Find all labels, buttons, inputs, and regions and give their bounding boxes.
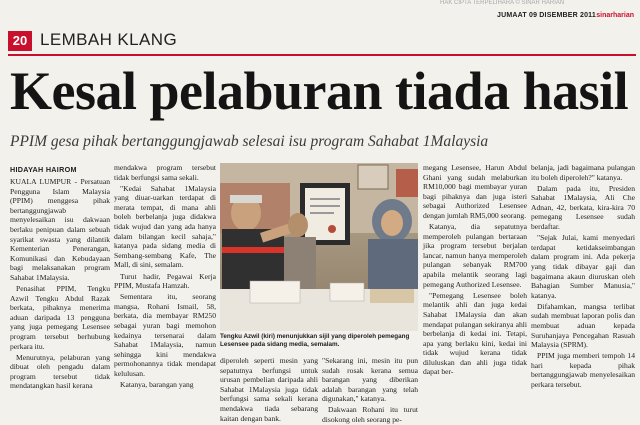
article-paragraph: Katanya, barangan yang [120, 380, 194, 390]
article-paragraph: "Sejak Julai, kami menyedari terdapat ketidakseimbangan dalam program ini. Ada pekerja yang tidak dibayar gaji dan bagaimana akaun diuruskan oleh Bahagian Sumber Manusia," katanya. [531, 233, 635, 300]
article-column-3 [220, 356, 318, 423]
article-column-2 [114, 163, 216, 409]
headline: Kesal pelaburan tiada hasil [10, 61, 629, 121]
subheadline: PPIM gesa pihak bertanggungjawab selesai isu program Sahabat 1Malaysia [10, 133, 489, 150]
article-paragraph: belanja, jadi bagaimana pulangan itu boleh diperoleh?" katanya. [531, 163, 635, 182]
article-paragraph: Dakwaan Rohani itu turut disokong oleh seorang pe- [322, 405, 418, 425]
photo-caption: Tengku Azwil (kiri) menunjukkan sijil yang diperoleh pemegang Lesensee pada sidang media, semalam. [220, 333, 410, 348]
article-paragraph: "Pemegang Lesensee boleh melantik ahli dan juga kedai Sahabat 1Malaysia dan akan mendapat pulangan sekiranya ahli berbelanja di kedai ini. Tetapi, apa yang berlaku kini, kedai ini tidak wujud kerana tidak diluluskan dan ahli juga tidak dapat ber- [423, 290, 527, 377]
article-column-4 [322, 356, 418, 425]
article-paragraph: megang Lesensee, Harun Abdul Ghani yang sudah melaburkan RM10,000 bagi membayar yuran bagi pihaknya dan juga isteri sebagai Authorized Lesensee dengan jumlah RM5,000 seorang. [423, 163, 527, 220]
brand-logo: sinarharian [596, 12, 634, 19]
article-paragraph: PPIM juga memberi tempoh 14 hari kepada pihak bertanggungjawab menyelesaikan perkara tersebut. [531, 351, 635, 390]
article-paragraph: KUALA LUMPUR - Persatuan Pengguna Islam Malaysia (PPIM) menggesa pihak bertanggungjawab menyelesaikan isu dakwaan berlaku penipuan dalam sebuah syarikat swasta yang dilantik Kementerian Penerangan, Komunikasi dan Kebudayaan bagi melaksanakan program Sahabat 1Malaysia. [10, 177, 110, 282]
article-paragraph: "Sekarang ini, mesin itu pun sudah rosak kerana semua barangan yang diberikan adalah barangan yang telah digunakan," katanya. [322, 356, 418, 404]
press-conference-illustration [220, 163, 418, 331]
issue-date: JUMAAT 09 DISEMBER 2011 [496, 12, 596, 19]
article-column-6 [531, 163, 635, 409]
article-paragraph: Penasihat PPIM, Tengku Azwil Tengku Abdul Razak berkata, pihaknya menerima aduan daripada 13 pengguna yang juga pemegang Lesensee program tersebut berhubung perkara itu. [10, 284, 110, 351]
faded-masthead: HAK CIPTA TERPELIHARA © SINAR HARIAN [440, 0, 565, 6]
article-column-1 [10, 177, 110, 409]
article-paragraph: Menurutnya, pelaburan yang dibuat oleh pengadu dalam program tersebut tidak mendatangkan hasil kerana [10, 352, 110, 391]
section-divider [8, 54, 636, 56]
article-paragraph: Sementara itu, seorang mangsa, Rohani Ismail, 58, berkata, dia membayar RM250 sebagai yuran bagi memohon kedainya tersenarai dalam Sahabat 1Malaysia, namun sehingga kini mendakwa permohonannya tidak mendapat kelulusan. [114, 292, 216, 378]
article-column-5 [423, 163, 527, 409]
article-paragraph: Turut hadir, Pegawai Kerja PPIM, Mustafa Hamzah. [114, 271, 216, 291]
article-paragraph: Difahamkan, mangsa terlibat sudah membuat laporan polis dan membuat aduan kepada Suruhanjaya Pencegahan Rasuah Malaysia (SPRM). [531, 301, 635, 350]
article-paragraph: diperoleh seperti mesin yang sepatutnya berfungsi untuk urusan pembelian daripada ahli Sahabat 1Malaysia juga tidak berfungsi sama sekali kerana mendakwa tiada sebarang kaitan dengan bank. [220, 356, 318, 423]
news-photo [220, 163, 418, 331]
article-paragraph: mendakwa program tersebut tidak berfungsi sama sekali. [114, 163, 216, 182]
article-paragraph: Katanya, dia sepatutnya memperoleh pulangan bertaraan jika program tersebut berjalan lancar, namun hanya memperoleh pulangan sebanyak RM700 apabila melantik seorang lagi pemegang Authorized Lesensee. [423, 222, 527, 289]
article-paragraph: "Kedai Sahabat 1Malaysia yang diuar-uarkan terdapat di merata tempat, di mana ahli boleh berbelanja juga didakwa tidak wujud dan yang ada hanya dalam bilangan kecil sahaja," katanya pada sidang media di Sembang-sembang Kafe, The Mall, di sini, semalam. [114, 183, 216, 270]
byline: HIDAYAH HAIROM [10, 165, 77, 174]
article-paragraph: Dalam pada itu, Presiden Sahabat 1Malaysia, Ali Che Adnan, 42, berkata, kira-kira 70 pemegang Lesensee sudah berdaftar. [531, 183, 635, 232]
page-number: 20 [8, 31, 32, 51]
section-header [8, 31, 636, 51]
section-name: LEMBAH KLANG [40, 30, 178, 49]
